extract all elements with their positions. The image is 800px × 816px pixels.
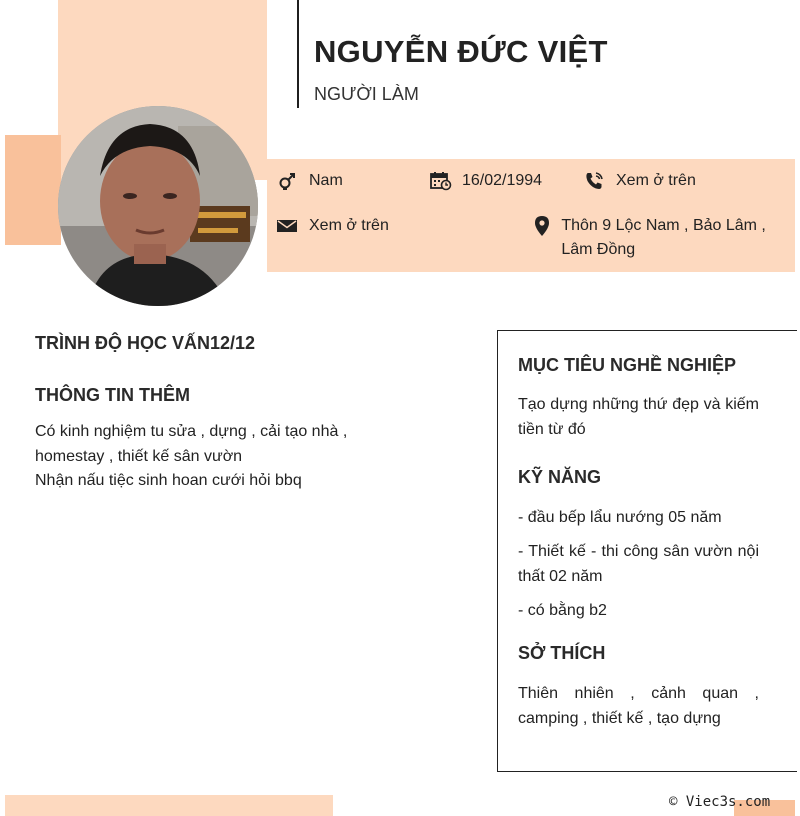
phone-item xyxy=(584,169,696,193)
extra-info-text xyxy=(35,420,395,494)
extra-info-heading: THÔNG TIN THÊM xyxy=(35,385,190,405)
education-heading: TRÌNH ĐỘ HỌC VẤN12/12 xyxy=(35,333,256,353)
skill-item: - đầu bếp lẩu nướng 05 năm xyxy=(518,509,722,526)
phone-value: Xem ở trên xyxy=(616,172,696,189)
candidate-name: NGUYỄN ĐỨC VIỆT xyxy=(314,34,608,69)
objective-heading: MỤC TIÊU NGHỀ NGHIỆP xyxy=(518,355,737,375)
location-pin-icon xyxy=(534,214,551,238)
header-divider xyxy=(297,0,299,108)
dob-item xyxy=(430,169,542,193)
extra-info-line: Có kinh nghiệm tu sửa , dựng , cải tạo nhà , homestay , thiết kế sân vườn xyxy=(35,423,348,465)
objective-text: Tạo dựng những thứ đẹp và kiếm tiền từ đó xyxy=(518,396,759,438)
calendar-icon xyxy=(430,169,452,193)
envelope-icon xyxy=(277,214,299,238)
contact-info-panel xyxy=(267,159,795,272)
dob-value: 16/02/1994 xyxy=(462,172,543,189)
phone-icon xyxy=(584,169,606,193)
address-value: Thôn 9 Lộc Nam , Bảo Lâm , Lâm Đồng xyxy=(561,217,766,258)
email-value: Xem ở trên xyxy=(309,217,389,234)
decor-block-bottom xyxy=(5,795,333,816)
hobbies-heading: SỞ THÍCH xyxy=(518,643,606,663)
skill-item: - Thiết kế - thi công sân vườn nội thất 02 năm xyxy=(518,543,759,585)
skills-heading: KỸ NĂNG xyxy=(518,467,602,487)
profile-photo xyxy=(58,106,258,306)
copyright-watermark: © Viec3s.com xyxy=(669,794,771,810)
gender-item xyxy=(277,169,343,193)
hobbies-text: Thiên nhiên , cảnh quan , camping , thiết kế , tạo dựng xyxy=(518,685,759,727)
skill-item: - có bằng b2 xyxy=(518,602,607,619)
gender-value: Nam xyxy=(309,172,343,189)
right-sidebar-box xyxy=(497,330,797,772)
decor-block-left xyxy=(5,135,61,245)
job-title: NGƯỜI LÀM xyxy=(314,84,419,104)
gender-icon xyxy=(277,169,299,193)
email-item xyxy=(277,214,389,238)
address-item xyxy=(534,214,784,262)
extra-info-line: Nhận nấu tiệc sinh hoan cưới hỏi bbq xyxy=(35,472,302,489)
